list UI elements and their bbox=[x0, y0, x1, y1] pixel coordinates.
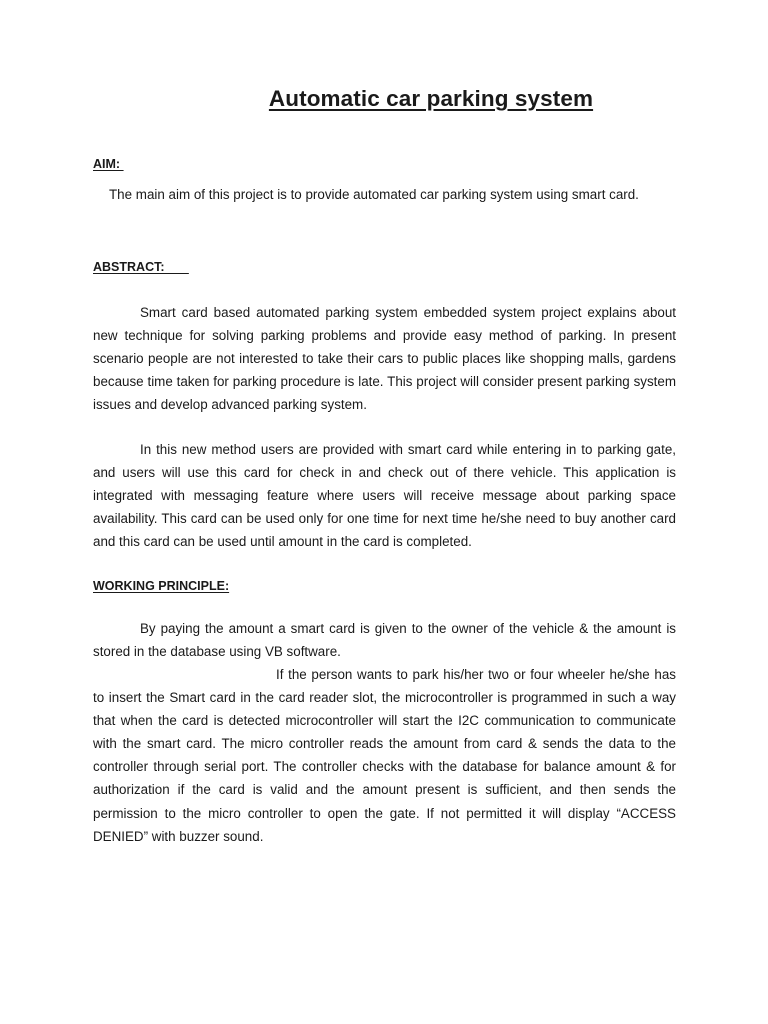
working-principle-paragraph-1: By paying the amount a smart card is given to the owner of the vehicle & the amount is stored in the database using VB software. bbox=[93, 621, 676, 660]
abstract-paragraph-1: Smart card based automated parking system embedded system project explains about new technique for solving parking problems and provide easy method of parking. In present scenario people are not interested to take their cars to public places like shopping malls, gardens because time taken for parking procedure is late. This project will consider present parking system issues and develop advanced parking system. bbox=[93, 305, 676, 413]
abstract-heading: ABSTRACT: bbox=[93, 260, 189, 274]
working-principle-paragraph-2: If the person wants to park his/her two or four wheeler he/she has to insert the Smart card in the card reader slot, the microcontroller is programmed in such a way that when the card is detected microcontroller will start the I2C communication to communicate with the smart card. The micro controller reads the amount from card & sends the data to the controller through serial port. The controller checks with the database for balance amount & for authorization if the card is valid and the amount present is sufficient, and then sends the permission to the micro controller to open the gate. If not permitted it will display “ACCESS DENIED” with buzzer sound. bbox=[93, 667, 676, 844]
abstract-paragraph-2: In this new method users are provided with smart card while entering in to parking gate, and users will use this card for check in and check out of there vehicle. This application is integrated with messaging feature where users will receive message about parking space availability. This card can be used only for one time for next time he/she need to buy another card and this card can be used until amount in the card is completed. bbox=[93, 442, 676, 550]
aim-text: The main aim of this project is to provide automated car parking system using smart card. bbox=[109, 187, 639, 202]
working-principle-heading: WORKING PRINCIPLE: bbox=[93, 579, 230, 593]
aim-heading: AIM: bbox=[93, 157, 124, 171]
document-title: Automatic car parking system bbox=[268, 86, 594, 111]
